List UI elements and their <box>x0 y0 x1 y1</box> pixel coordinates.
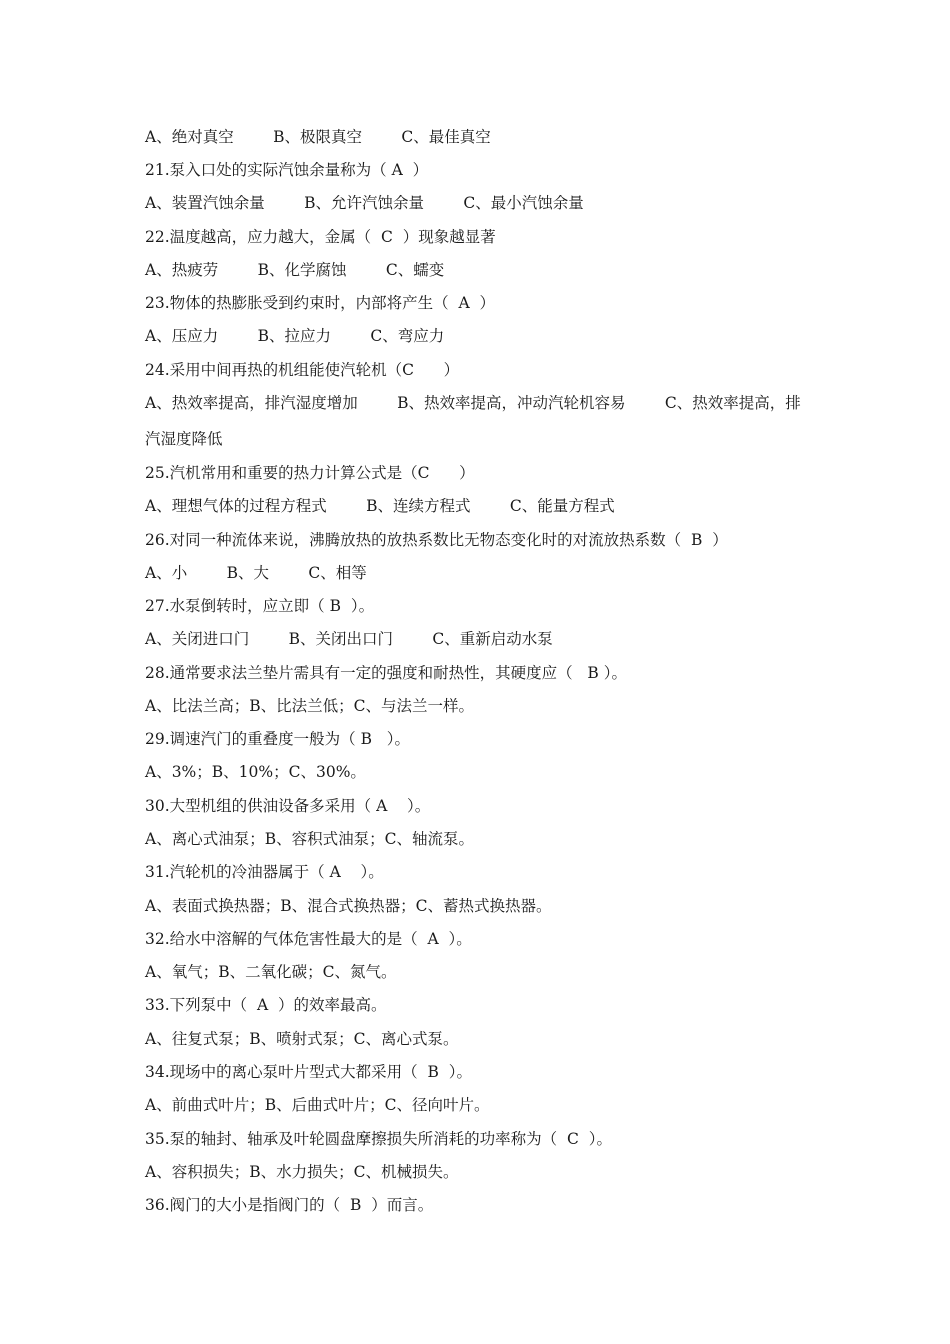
question-line: 31.汽轮机的冷油器属于（ A ）。 <box>145 863 384 881</box>
question-line: 29.调速汽门的重叠度一般为（ B ）。 <box>145 730 410 748</box>
text-line: A、理想气体的过程方程式 B、连续方程式 C、能量方程式 <box>145 497 615 515</box>
question-line: 21.泵入口处的实际汽蚀余量称为（ A ） <box>145 161 429 179</box>
text-line: A、表面式换热器；B、混合式换热器；C、蓄热式换热器。 <box>145 897 552 915</box>
question-line: 28.通常要求法兰垫片需具有一定的强度和耐热性，其硬度应（ B ）。 <box>145 664 628 682</box>
question-line: 33.下列泵中（ A ）的效率最高。 <box>145 996 387 1014</box>
text-line: A、比法兰高；B、比法兰低；C、与法兰一样。 <box>145 697 474 715</box>
question-line: 36.阀门的大小是指阀门的（ B ）而言。 <box>145 1196 434 1214</box>
text-line: A、离心式油泵；B、容积式油泵；C、轴流泵。 <box>145 830 474 848</box>
question-line: 32.给水中溶解的气体危害性最大的是（ A ）。 <box>145 930 472 948</box>
question-line: 22.温度越高，应力越大，金属（ C ）现象越显著 <box>145 228 496 246</box>
question-line: 25.汽机常用和重要的热力计算公式是（C ） <box>145 464 475 482</box>
question-line: 27.水泵倒转时，应立即（ B ）。 <box>145 597 375 615</box>
text-line: 汽湿度降低 <box>145 430 223 448</box>
text-line: A、压应力 B、拉应力 C、弯应力 <box>145 327 445 345</box>
question-line: 34.现场中的离心泵叶片型式大都采用（ B ）。 <box>145 1063 472 1081</box>
question-line: 26.对同一种流体来说，沸腾放热的放热系数比无物态变化时的对流放热系数（ B ） <box>145 531 728 549</box>
text-line: A、前曲式叶片；B、后曲式叶片；C、径向叶片。 <box>145 1096 490 1114</box>
question-line: 30.大型机组的供油设备多采用（ A ）。 <box>145 797 431 815</box>
text-line: A、绝对真空 B、极限真空 C、最佳真空 <box>145 128 491 146</box>
text-line: A、热效率提高，排汽湿度增加 B、热效率提高，冲动汽轮机容易 C、热效率提高，排 <box>145 394 801 412</box>
text-line: A、关闭进口门 B、关闭出口门 C、重新启动水泵 <box>145 630 553 648</box>
question-line: 24.采用中间再热的机组能使汽轮机（C ） <box>145 361 460 379</box>
text-line: A、3%；B、10%；C、30%。 <box>145 763 366 781</box>
question-line: 35.泵的轴封、轴承及叶轮圆盘摩擦损失所消耗的功率称为（ C ）。 <box>145 1130 612 1148</box>
text-line: A、小 B、大 C、相等 <box>145 564 367 582</box>
text-line: A、热疲劳 B、化学腐蚀 C、蠕变 <box>145 261 445 279</box>
text-line: A、装置汽蚀余量 B、允许汽蚀余量 C、最小汽蚀余量 <box>145 194 584 212</box>
question-line: 23.物体的热膨胀受到约束时，内部将产生（ A ） <box>145 294 496 312</box>
text-line: A、容积损失；B、水力损失；C、机械损失。 <box>145 1163 459 1181</box>
text-line: A、往复式泵；B、喷射式泵；C、离心式泵。 <box>145 1030 459 1048</box>
text-line: A、氧气；B、二氧化碳；C、氮气。 <box>145 963 397 981</box>
